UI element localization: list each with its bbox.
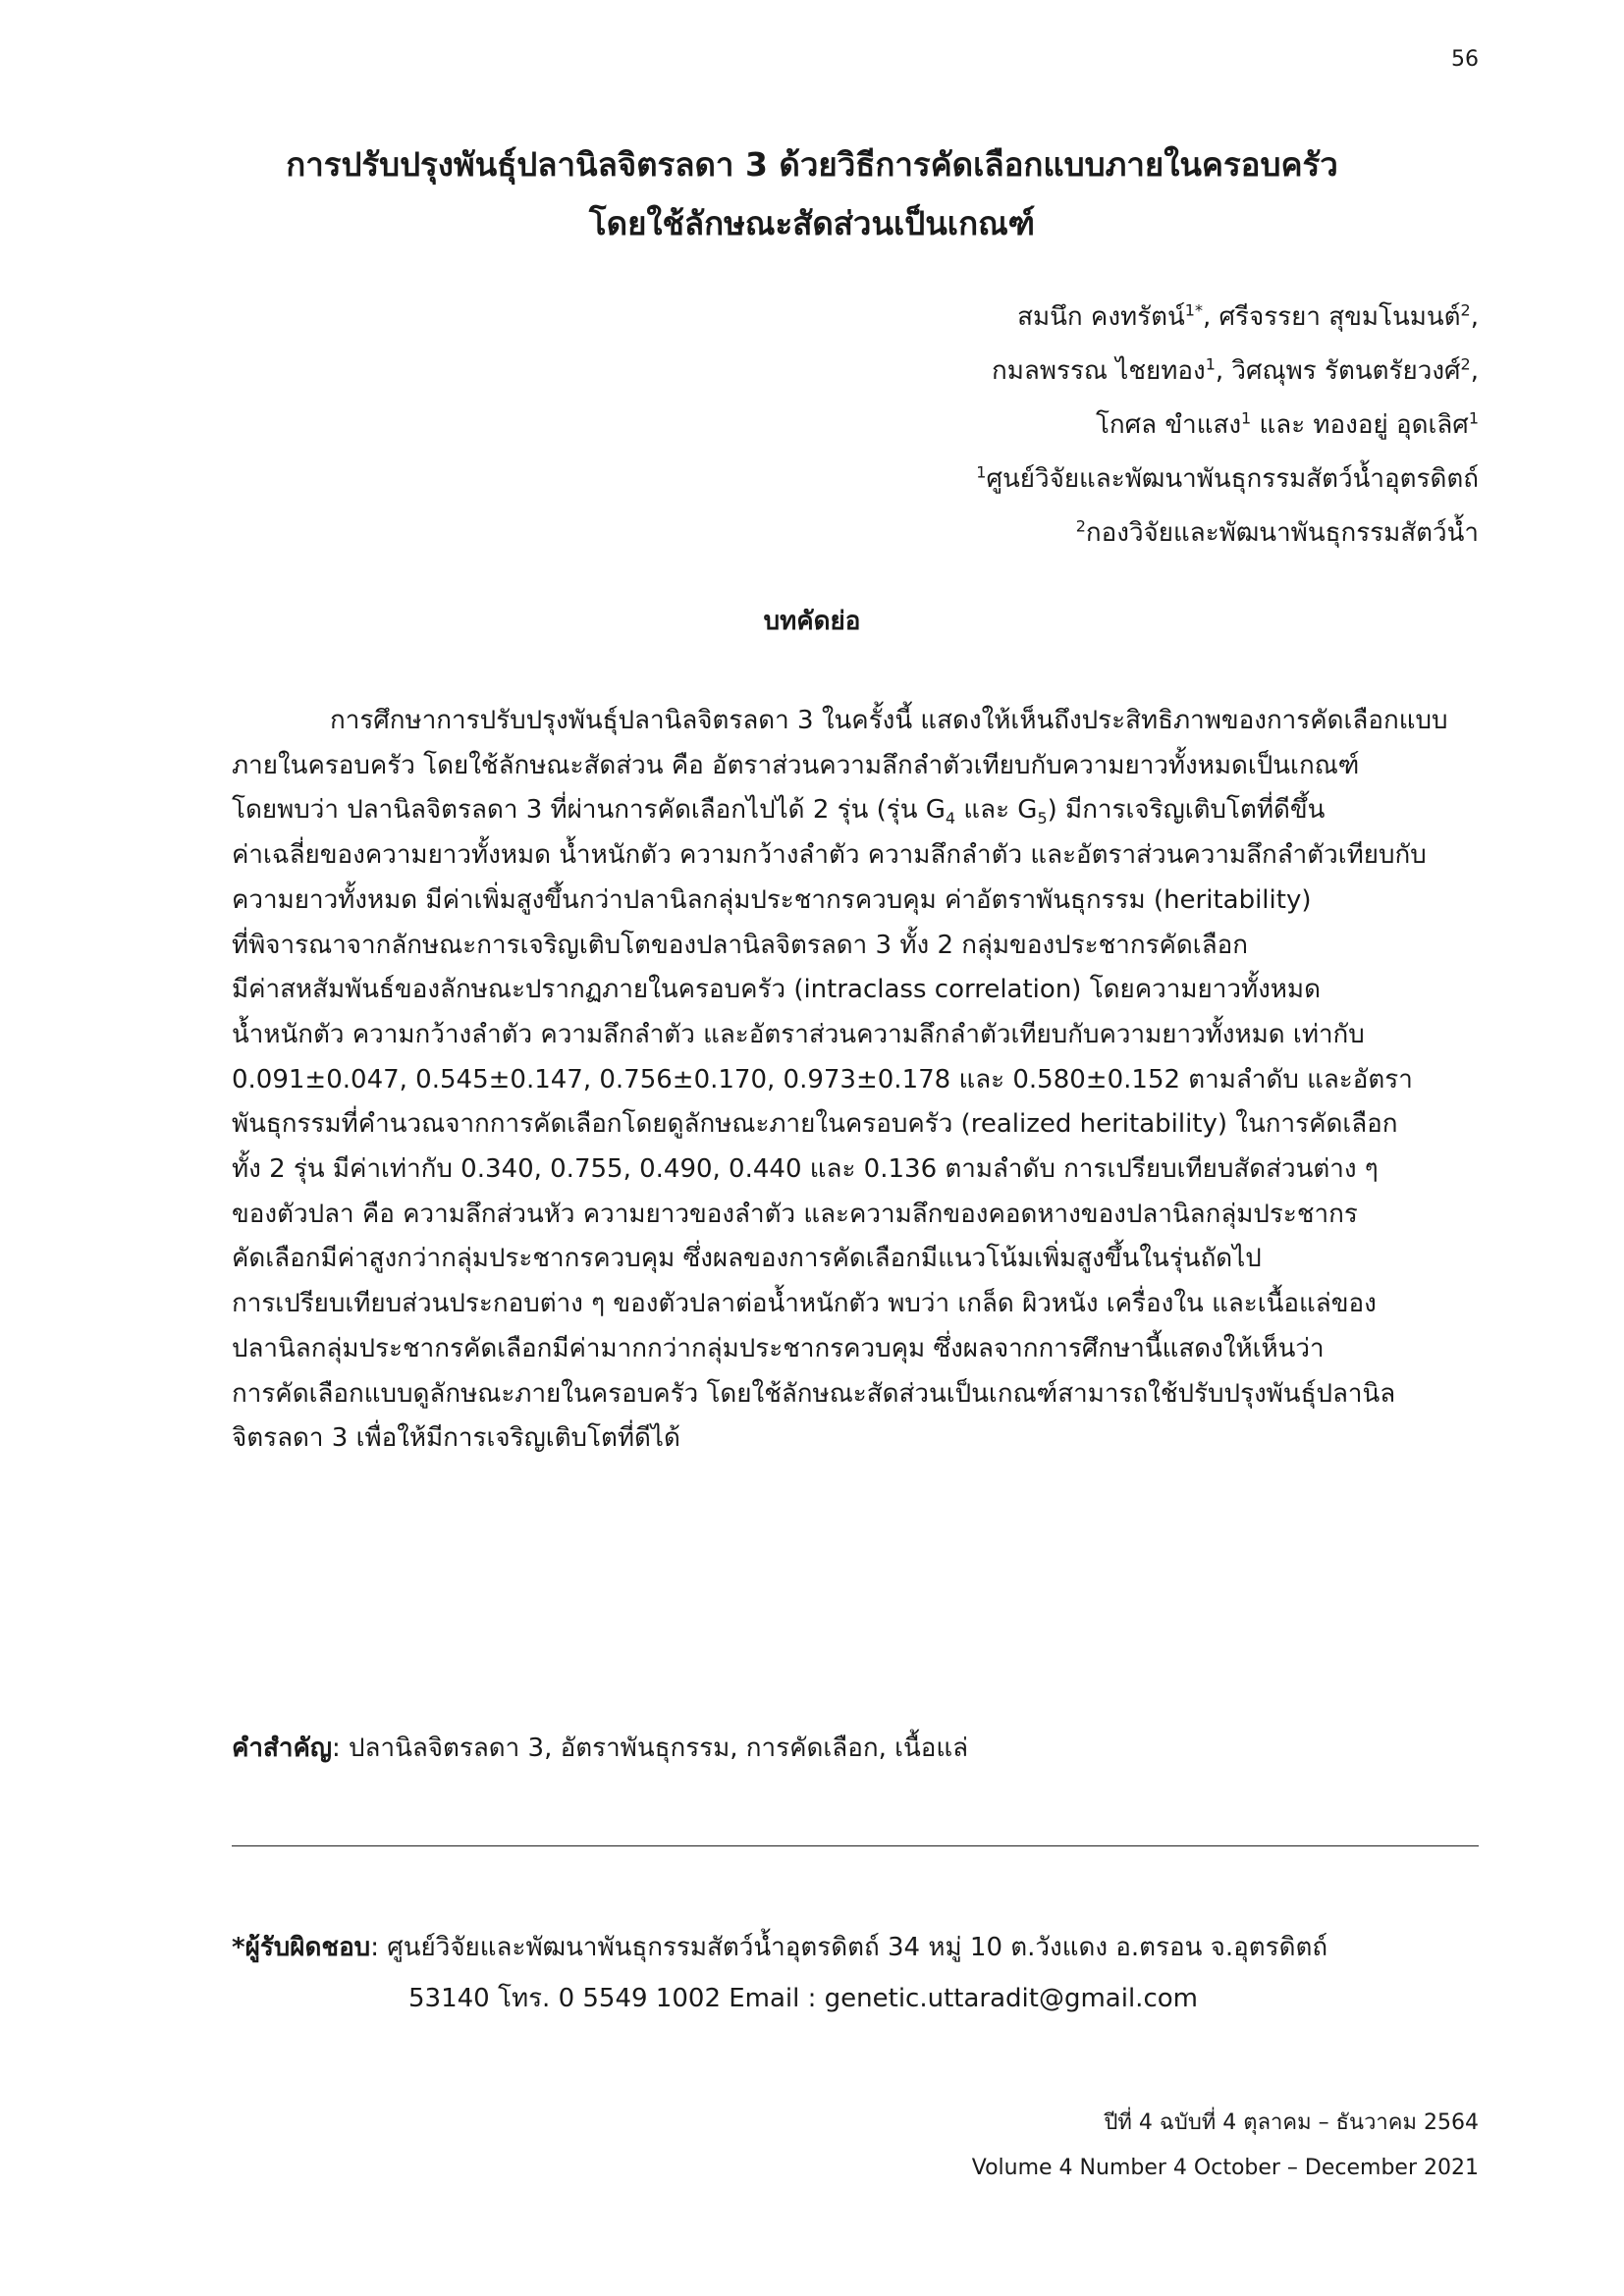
- affiliation-mark: 1: [1241, 408, 1252, 428]
- footer-english: Volume 4 Number 4 October – December 2021: [971, 2156, 1479, 2180]
- abstract-line: พันธุกรรมที่คำนวณจากการคัดเลือกโดยดูลักษณะภายในครอบครัว (realized heritability) ในการคัดเลือก: [232, 1109, 1398, 1140]
- affiliation-text: ศูนย์วิจัยและพัฒนาพันธุกรรมสัตว์น้ำอุตรดิตถ์: [986, 464, 1479, 494]
- abstract-line: [232, 788, 1479, 833]
- affiliation-1: [976, 453, 1479, 507]
- author-line-1: [976, 291, 1479, 345]
- author-name: , ศรีจรรยา สุขมโนมนต์: [1202, 302, 1461, 332]
- separator: ,: [1470, 356, 1479, 386]
- affiliation-mark: 1: [1468, 408, 1479, 428]
- affiliation-mark: 2: [1075, 516, 1086, 536]
- page-number: 56: [1451, 47, 1479, 72]
- journal-footer: [972, 2101, 1479, 2191]
- title-line-2: โดยใช้ลักษณะสัดส่วนเป็นเกณฑ์: [588, 204, 1036, 242]
- affiliation-mark: 1*: [1184, 300, 1203, 320]
- correspondence-address: : ศูนย์วิจัยและพัฒนาพันธุกรรมสัตว์น้ำอุตรดิตถ์ 34 หมู่ 10 ต.วังแดง อ.ตรอน จ.อุตรดิตถ์: [370, 1933, 1328, 1962]
- abstract-line: ปลานิลกลุ่มประชากรคัดเลือกมีค่ามากกว่ากลุ่มประชากรควบคุม ซึ่งผลจากการศึกษานี้แสดงให้เห็นว่า: [232, 1333, 1325, 1363]
- affiliation-2: [976, 507, 1479, 561]
- correspondence: [232, 1922, 1327, 2024]
- abstract-line: ค่าเฉลี่ยของความยาวทั้งหมด น้ำหนักตัว ความกว้างลำตัว ความลึกลำตัว และอัตราส่วนความลึกลำตัวเทียบกับ: [232, 840, 1427, 871]
- abstract-line: การเปรียบเทียบส่วนประกอบต่าง ๆ ของตัวปลาต่อน้ำหนักตัว พบว่า เกล็ด ผิวหนัง เครื่องใน และเนื้อแล่ของ: [232, 1289, 1377, 1319]
- divider: [232, 1845, 1479, 1846]
- affiliation-mark: 2: [1460, 300, 1471, 320]
- keywords-label: คำสำคัญ: [232, 1734, 333, 1763]
- correspondence-label: *ผู้รับผิดชอบ: [232, 1933, 371, 1962]
- paper-title: [0, 135, 1624, 253]
- generation-subscript: 5: [1037, 809, 1048, 828]
- affiliation-mark: 2: [1460, 354, 1471, 374]
- author-block: [976, 291, 1479, 561]
- author-line-2: [976, 345, 1479, 399]
- abstract-line: น้ำหนักตัว ความกว้างลำตัว ความลึกลำตัว และอัตราส่วนความลึกลำตัวเทียบกับความยาวทั้งหมด เท่ากับ: [232, 1019, 1365, 1049]
- generation-subscript: 4: [945, 809, 956, 828]
- title-line-1: การปรับปรุงพันธุ์ปลานิลจิตรลดา 3 ด้วยวิธีการคัดเลือกแบบภายในครอบครัว: [286, 145, 1338, 184]
- abstract-line: ทั้ง 2 รุ่น มีค่าเท่ากับ 0.340, 0.755, 0.490, 0.440 และ 0.136 ตามลำดับ การเปรียบเทียบสัดส่วนต่าง ๆ: [232, 1154, 1379, 1185]
- affiliation-mark: 1: [976, 462, 987, 482]
- author-name: โกศล ขำแสง: [1095, 410, 1242, 440]
- author-name: สมนึก คงทรัตน์: [1017, 302, 1185, 332]
- keywords: [232, 1728, 968, 1768]
- abstract-text: โดยพบว่า ปลานิลจิตรลดา 3 ที่ผ่านการคัดเลือกไปได้ 2 รุ่น (รุ่น G: [232, 795, 946, 826]
- correspondence-line-2: 53140 โทร. 0 5549 1002 Email : genetic.uttaradit@gmail.com: [408, 1984, 1198, 2013]
- abstract-body: [232, 699, 1479, 1462]
- abstract-line: มีค่าสหสัมพันธ์ของลักษณะปรากฏภายในครอบครัว (intraclass correlation) โดยความยาวทั้งหมด: [232, 975, 1321, 1005]
- abstract-line: ของตัวปลา คือ ความลึกส่วนหัว ความยาวของลำตัว และความลึกของคอดหางของปลานิลกลุ่มประชากร: [232, 1199, 1358, 1229]
- abstract-line: จิตรลดา 3 เพื่อให้มีการเจริญเติบโตที่ดีได้: [232, 1423, 680, 1454]
- abstract-line: การศึกษาการปรับปรุงพันธุ์ปลานิลจิตรลดา 3 ในครั้งนี้ แสดงให้เห็นถึงประสิทธิภาพของการคัดเลือกแบบ: [330, 706, 1448, 735]
- abstract-text: ) มีการเจริญเติบโตที่ดีขึ้น: [1047, 795, 1326, 826]
- abstract-line: คัดเลือกมีค่าสูงกว่ากลุ่มประชากรควบคุม ซึ่งผลของการคัดเลือกมีแนวโน้มเพิ่มสูงขึ้นในรุ่นถัดไป: [232, 1244, 1262, 1274]
- abstract-line: ที่พิจารณาจากลักษณะการเจริญเติบโตของปลานิลจิตรลดา 3 ทั้ง 2 กลุ่มของประชากรคัดเลือก: [232, 930, 1248, 960]
- correspondence-line-1: [232, 1922, 1327, 1973]
- affiliation-mark: 1: [1205, 354, 1216, 374]
- footer-thai: ปีที่ 4 ฉบับที่ 4 ตุลาคม – ธันวาคม 2564: [1104, 2110, 1479, 2135]
- author-name: , วิศณุพร รัตนตรัยวงศ์: [1215, 356, 1461, 386]
- abstract-line: ความยาวทั้งหมด มีค่าเพิ่มสูงขึ้นกว่าปลานิลกลุ่มประชากรควบคุม ค่าอัตราพันธุกรรม (heritability): [232, 884, 1312, 915]
- abstract-heading: บทคัดย่อ: [763, 607, 861, 636]
- abstract-line: ภายในครอบครัว โดยใช้ลักษณะสัดส่วน คือ อัตราส่วนความลึกลำตัวเทียบกับความยาวทั้งหมดเป็นเกณฑ์: [232, 750, 1360, 780]
- affiliation-text: กองวิจัยและพัฒนาพันธุกรรมสัตว์น้ำ: [1085, 518, 1479, 548]
- author-name: กมลพรรณ ไชยทอง: [992, 356, 1206, 386]
- abstract-line: การคัดเลือกแบบดูลักษณะภายในครอบครัว โดยใช้ลักษณะสัดส่วนเป็นเกณฑ์สามารถใช้ปรับปรุงพันธุ์ปลานิล: [232, 1378, 1396, 1409]
- abstract-text: และ G: [955, 795, 1038, 826]
- abstract-line: 0.091±0.047, 0.545±0.147, 0.756±0.170, 0.973±0.178 และ 0.580±0.152 ตามลำดับ และอัตรา: [232, 1064, 1413, 1095]
- author-name: และ ทองอยู่ อุดเลิศ: [1251, 410, 1469, 440]
- author-line-3: [976, 399, 1479, 453]
- keywords-value: : ปลานิลจิตรลดา 3, อัตราพันธุกรรม, การคัดเลือก, เนื้อแล่: [332, 1734, 969, 1763]
- separator: ,: [1470, 302, 1479, 332]
